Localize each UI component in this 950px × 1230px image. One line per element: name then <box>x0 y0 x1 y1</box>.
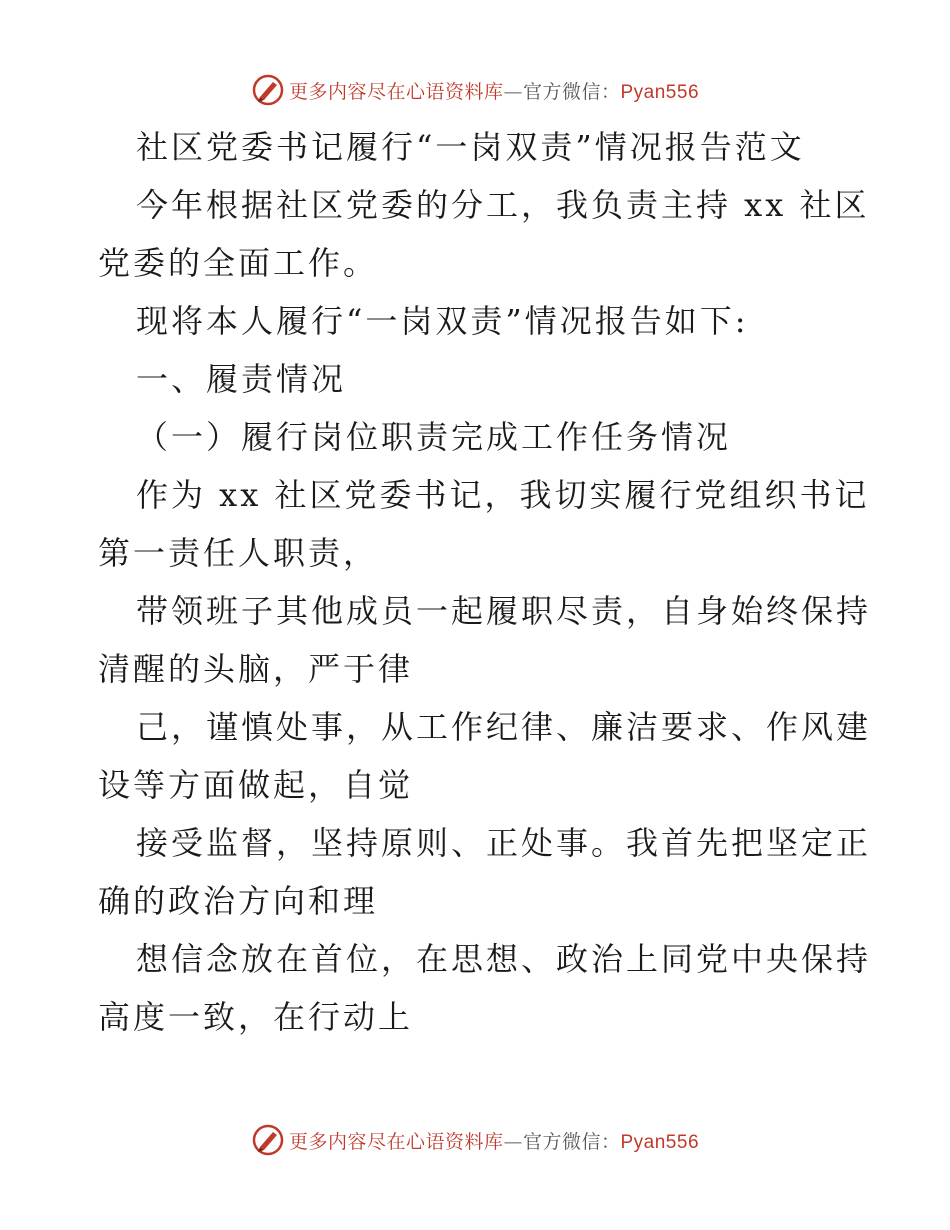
footer-watermark <box>0 1120 950 1160</box>
document-body <box>98 118 872 1046</box>
watermark-prefix: 更多内容尽在心语资料库 <box>288 1130 504 1153</box>
paragraph-line: 党委的全面工作。 <box>98 244 379 282</box>
subsection-heading: （一）履行岗位职责完成工作任务情况 <box>136 418 732 456</box>
watermark-prefix: 更多内容尽在心语资料库 <box>288 80 504 103</box>
watermark-dash: — <box>503 1130 523 1153</box>
paragraph-line: 今年根据社区党委的分工，我负责主持 xx 社区 <box>136 186 870 224</box>
paragraph-line: 想信念放在首位，在思想、政治上同党中央保持 <box>136 940 872 978</box>
paragraph-line: 第一责任人职责， <box>98 534 379 572</box>
watermark-text <box>289 1127 699 1154</box>
paragraph-line: 作为 xx 社区党委书记，我切实履行党组织书记 <box>136 476 870 514</box>
paragraph-line: 高度一致，在行动上 <box>98 998 414 1036</box>
paragraph-line: 现将本人履行“一岗双责”情况报告如下: <box>136 302 749 340</box>
pen-logo-icon <box>251 1123 285 1157</box>
paragraph-line: 清醒的头脑，严于律 <box>98 650 414 688</box>
paragraph-line: 带领班子其他成员一起履职尽责，自身始终保持 <box>136 592 872 630</box>
watermark-id: Pyan556 <box>620 81 700 103</box>
pen-logo-icon <box>251 73 285 107</box>
document-title: 社区党委书记履行“一岗双责”情况报告范文 <box>136 128 805 166</box>
paragraph-line: 接受监督，坚持原则、正处事。我首先把坚定正 <box>136 824 872 862</box>
header-watermark <box>0 70 950 110</box>
watermark-dash: — <box>503 80 523 103</box>
paragraph-line: 己，谨慎处事，从工作纪律、廉洁要求、作风建 <box>136 708 872 746</box>
watermark-official: 官方微信： <box>522 1130 621 1153</box>
watermark-official: 官方微信： <box>522 80 621 103</box>
section-heading: 一、履责情况 <box>136 360 347 398</box>
watermark-text <box>289 77 699 104</box>
watermark-id: Pyan556 <box>620 1131 700 1153</box>
paragraph-line: 设等方面做起，自觉 <box>98 766 414 804</box>
paragraph-line: 确的政治方向和理 <box>98 882 379 920</box>
